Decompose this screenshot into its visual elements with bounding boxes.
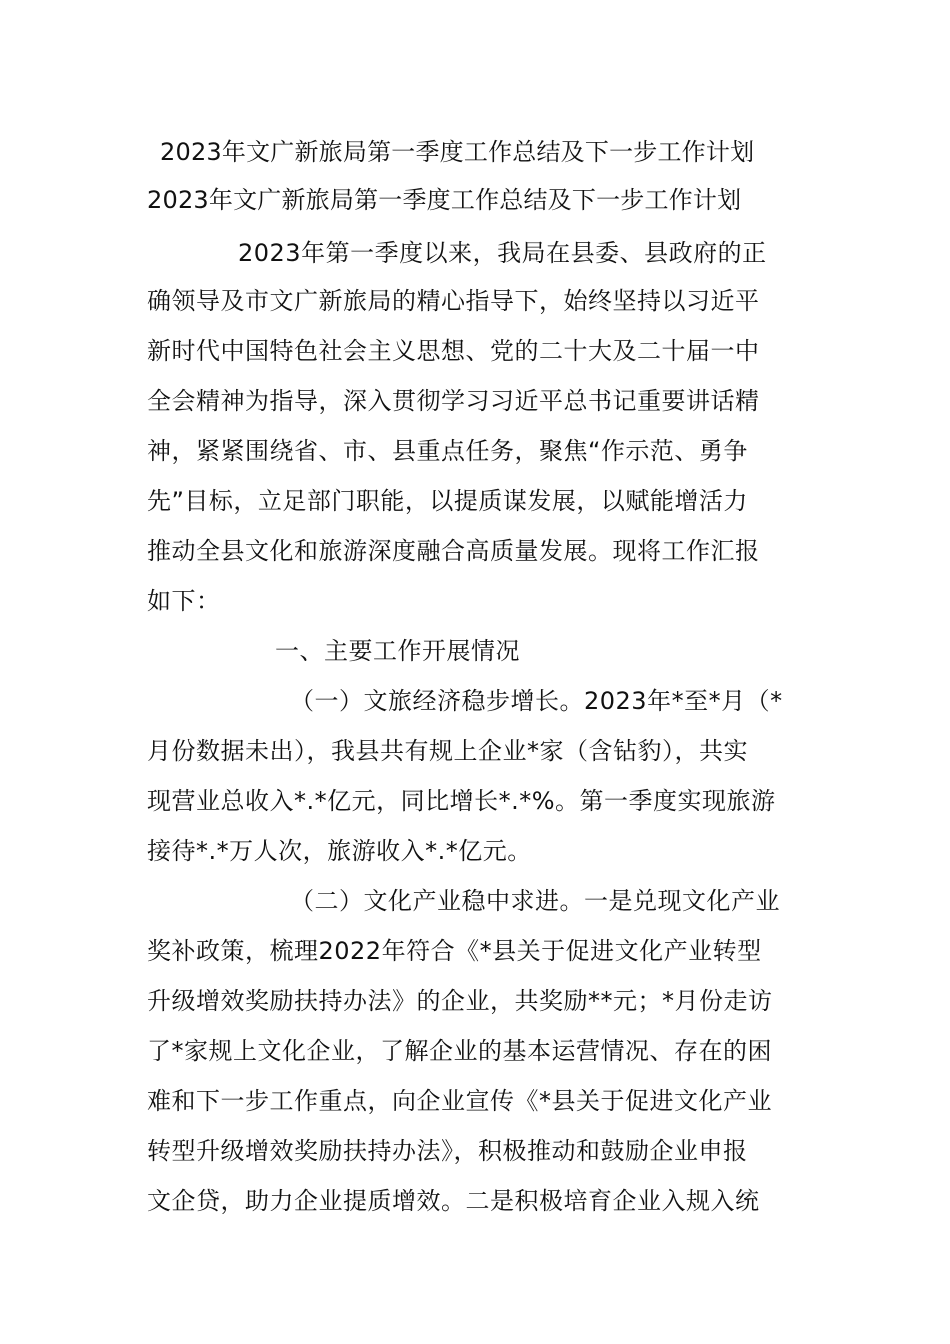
body-line: 新时代中国特色社会主义思想、党的二十大及二十届一中 (147, 337, 760, 365)
document-title-repeat: 2023年文广新旅局第一季度工作总结及下一步工作计划 (147, 186, 742, 214)
body-line: 月份数据未出），我县共有规上企业*家（含钻豹），共实 (147, 737, 748, 765)
body-line: 接待*.*万人次，旅游收入*.*亿元。 (147, 837, 532, 865)
body-line: 推动全县文化和旅游深度融合高质量发展。现将工作汇报 (147, 537, 760, 565)
body-line: 转型升级增效奖励扶持办法》，积极推动和鼓励企业申报 (147, 1137, 748, 1165)
body-line: 全会精神为指导，深入贯彻学习习近平总书记重要讲话精 (147, 387, 760, 415)
body-line: 难和下一步工作重点，向企业宣传《*县关于促进文化产业 (147, 1087, 772, 1115)
document-title: 2023年文广新旅局第一季度工作总结及下一步工作计划 (160, 138, 755, 166)
body-line: 如下： (147, 587, 221, 615)
body-line: 先”目标，立足部门职能，以提质谋发展，以赋能增活力 (147, 487, 748, 515)
body-line: 奖补政策，梳理2022年符合《*县关于促进文化产业转型 (147, 937, 762, 965)
body-line: 升级增效奖励扶持办法》的企业，共奖励**元；*月份走访 (147, 987, 773, 1015)
subsection-first-line: （二）文化产业稳中求进。一是兑现文化产业 (290, 887, 780, 915)
body-line: 2023年第一季度以来，我局在县委、县政府的正 (238, 239, 767, 267)
body-line: 现营业总收入*.*亿元，同比增长*.*%。第一季度实现旅游 (147, 787, 776, 815)
body-line: 确领导及市文广新旅局的精心指导下，始终坚持以习近平 (147, 287, 760, 315)
subsection-first-line: （一）文旅经济稳步增长。2023年*至*月（* (290, 687, 783, 715)
section-heading: 一、主要工作开展情况 (275, 637, 520, 665)
body-line: 了*家规上文化企业，了解企业的基本运营情况、存在的困 (147, 1037, 772, 1065)
body-line: 文企贷，助力企业提质增效。二是积极培育企业入规入统 (147, 1187, 760, 1215)
body-line: 神，紧紧围绕省、市、县重点任务，聚焦“作示范、勇争 (147, 437, 748, 465)
